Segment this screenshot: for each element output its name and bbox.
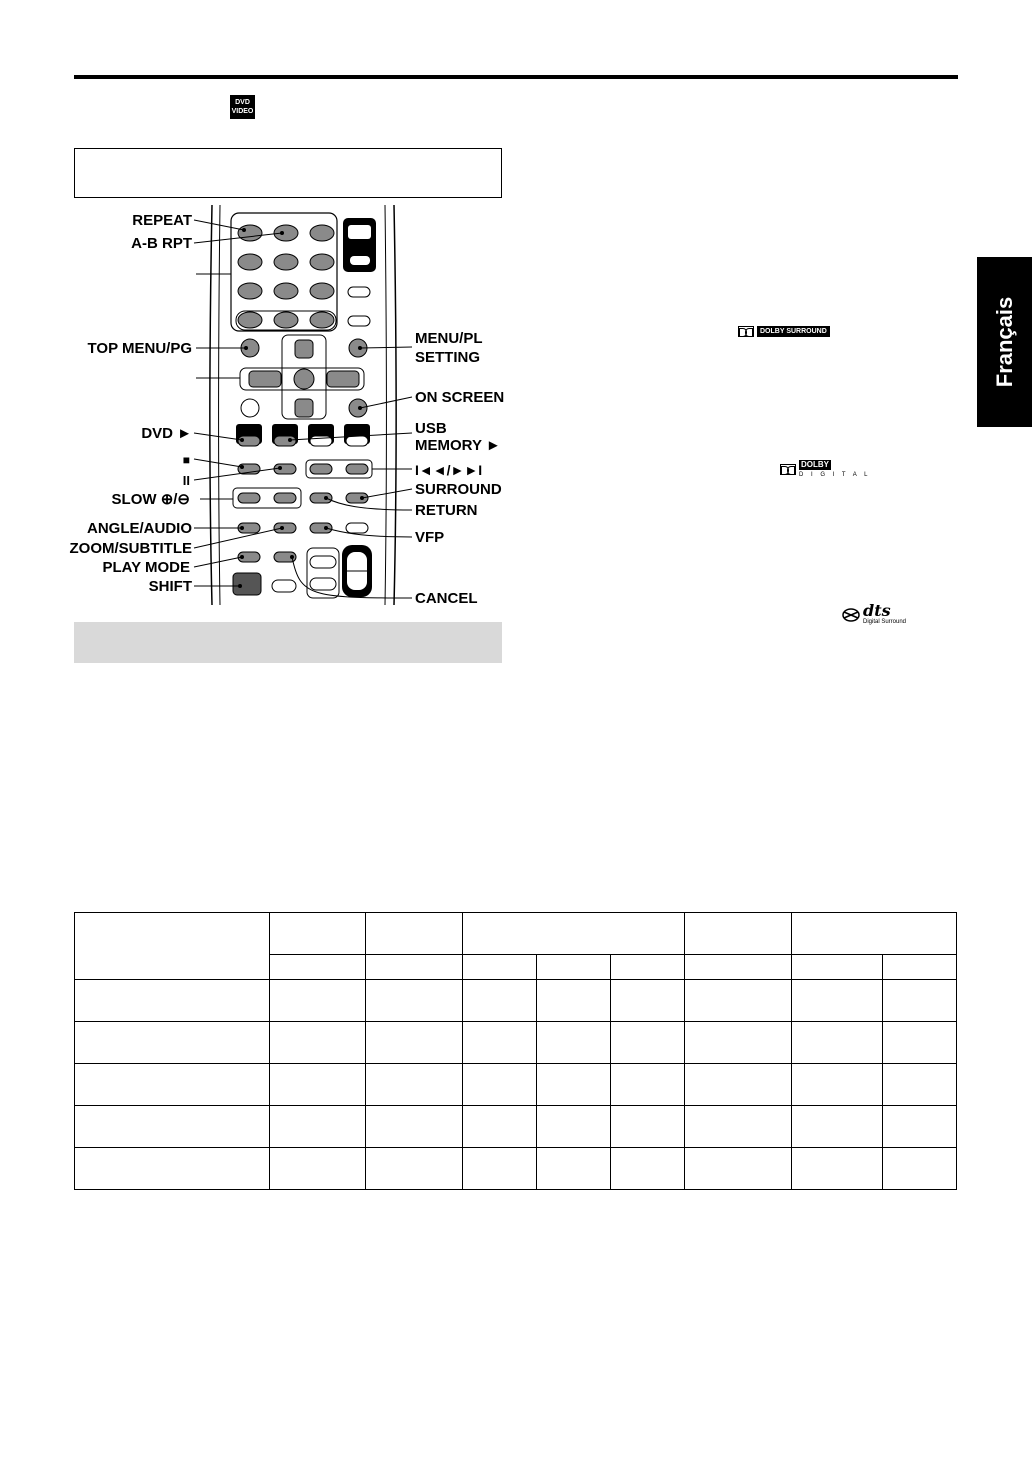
table-cell — [537, 1148, 611, 1190]
table-cell — [792, 955, 883, 980]
table-cell — [366, 1022, 463, 1064]
language-tab-label: Français — [991, 296, 1017, 388]
label-zoom-subtitle: ZOOM/SUBTITLE — [69, 540, 192, 557]
table-cell — [463, 1106, 537, 1148]
table-cell — [537, 1106, 611, 1148]
dts-logo — [842, 603, 906, 626]
double-d-icon — [738, 326, 754, 337]
table-cell — [792, 1022, 883, 1064]
table-cell — [366, 955, 463, 980]
table-cell — [270, 913, 366, 955]
label-skip: I◄◄/►►I — [415, 462, 483, 478]
label-play-mode: PLAY MODE — [102, 559, 190, 576]
table-cell — [537, 955, 611, 980]
table-cell — [792, 1106, 883, 1148]
table-cell — [883, 980, 957, 1022]
table-cell — [611, 1022, 685, 1064]
table-cell — [270, 955, 366, 980]
table-cell — [611, 1148, 685, 1190]
label-menu-pl: MENU/PL — [415, 330, 483, 347]
table-cell — [792, 980, 883, 1022]
table-cell — [537, 980, 611, 1022]
table-cell — [366, 1064, 463, 1106]
table-cell — [685, 980, 792, 1022]
dolby-surround-text: DOLBY SURROUND — [757, 326, 830, 337]
label-return: RETURN — [415, 502, 478, 519]
table-cell — [463, 1064, 537, 1106]
table-cell — [685, 1064, 792, 1106]
dolby-surround-logo — [738, 326, 830, 337]
table-cell — [611, 1106, 685, 1148]
label-slow: SLOW ⊕/⊖ — [111, 491, 190, 508]
table-cell — [270, 1022, 366, 1064]
table-row — [75, 980, 957, 1022]
label-usb: USB — [415, 420, 447, 437]
table-cell — [75, 1106, 270, 1148]
label-stop: ■ — [182, 453, 190, 467]
table-cell — [685, 955, 792, 980]
label-on-screen: ON SCREEN — [415, 389, 505, 406]
label-surround: SURROUND — [415, 481, 502, 498]
table-cell — [463, 1022, 537, 1064]
table-row — [75, 1064, 957, 1106]
label-top-menu-pg: TOP MENU/PG — [87, 340, 192, 357]
compatibility-table — [74, 912, 957, 1190]
table-cell — [463, 955, 537, 980]
table-cell — [792, 913, 957, 955]
table-cell — [611, 980, 685, 1022]
dvd-badge-line2: VIDEO — [231, 108, 254, 115]
label-vfp: VFP — [415, 529, 445, 546]
table-cell — [75, 913, 270, 980]
table-cell — [685, 1022, 792, 1064]
double-d-icon — [780, 464, 796, 475]
label-angle-audio: ANGLE/AUDIO — [87, 520, 192, 537]
dolby-text: DOLBY — [801, 460, 829, 469]
dolby-digital-logo — [780, 460, 870, 479]
table-cell — [537, 1022, 611, 1064]
label-setting: SETTING — [415, 349, 481, 366]
label-shift: SHIFT — [148, 578, 192, 595]
table-cell — [883, 1106, 957, 1148]
label-ab-rpt: A-B RPT — [131, 235, 192, 252]
table-cell — [463, 1148, 537, 1190]
table-cell — [685, 1106, 792, 1148]
table-cell — [685, 913, 792, 955]
table-cell — [611, 955, 685, 980]
dvd-badge-line1: DVD — [235, 99, 250, 106]
table-cell — [270, 1148, 366, 1190]
table-cell — [270, 980, 366, 1022]
table-cell — [463, 913, 685, 955]
table-cell — [883, 1022, 957, 1064]
table-cell — [366, 980, 463, 1022]
table-cell — [75, 1148, 270, 1190]
table-cell — [537, 1064, 611, 1106]
table-cell — [270, 1064, 366, 1106]
table-cell — [611, 1064, 685, 1106]
dts-text: dts — [863, 601, 891, 620]
table-cell — [270, 1106, 366, 1148]
table-cell — [366, 913, 463, 955]
label-cancel: CANCEL — [415, 590, 478, 607]
table-header-row — [75, 913, 957, 955]
table-cell — [685, 1148, 792, 1190]
table-row — [75, 1022, 957, 1064]
table-cell — [75, 1064, 270, 1106]
table-cell — [883, 1148, 957, 1190]
table-cell — [366, 1106, 463, 1148]
digital-text: D I G I T A L — [799, 472, 871, 478]
table-cell — [792, 1148, 883, 1190]
table-cell — [75, 1022, 270, 1064]
label-dvd-play: DVD ► — [141, 425, 192, 442]
label-repeat: REPEAT — [132, 212, 192, 229]
dts-swirl-icon — [842, 608, 860, 622]
table-row — [75, 1148, 957, 1190]
table-cell — [463, 980, 537, 1022]
table-cell — [883, 1064, 957, 1106]
table-cell — [75, 980, 270, 1022]
table-row — [75, 1106, 957, 1148]
table-cell — [792, 1064, 883, 1106]
table-cell — [883, 955, 957, 980]
label-memory-play: MEMORY ► — [415, 437, 501, 454]
table-cell — [366, 1148, 463, 1190]
dts-sub-text: Digital Surround — [863, 619, 907, 625]
label-pause: II — [182, 473, 190, 488]
